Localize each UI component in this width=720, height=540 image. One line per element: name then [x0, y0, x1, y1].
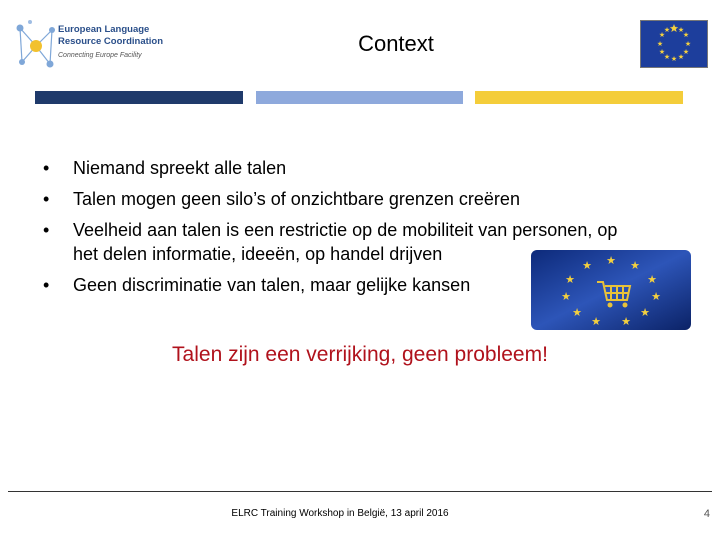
accent-bar-yellow	[475, 91, 683, 104]
tagline: Talen zijn een verrijking, geen probleem!	[172, 343, 548, 366]
svg-text:★: ★	[656, 40, 664, 48]
svg-text:★: ★	[670, 55, 678, 63]
accent-bar-navy	[35, 91, 243, 104]
svg-text:★: ★	[658, 48, 666, 56]
bullet-item: • Geen discriminatie van talen, maar gelijke kansen	[43, 273, 683, 297]
svg-text:★: ★	[561, 290, 571, 303]
svg-text:★: ★	[682, 31, 690, 39]
svg-text:★: ★	[677, 53, 685, 61]
bullet-item: • Talen mogen geen silo’s of onzichtbare grenzen creëren	[43, 187, 683, 211]
svg-text:★: ★	[684, 40, 692, 48]
svg-text:★: ★	[663, 53, 671, 61]
svg-text:★: ★	[640, 306, 650, 319]
svg-text:★: ★	[606, 254, 616, 267]
page-number: 4	[703, 508, 710, 520]
eu-flag-icon	[640, 20, 708, 68]
svg-text:★: ★	[682, 48, 690, 56]
footer-text: ELRC Training Workshop in België, 13 april 2016	[231, 508, 449, 519]
svg-text:★: ★	[591, 315, 601, 328]
svg-text:★: ★	[658, 31, 666, 39]
svg-text:★: ★	[670, 24, 678, 32]
network-icon	[14, 18, 58, 74]
logo-line-2: Resource Coordination	[58, 36, 164, 47]
logo-line-1: European Language	[58, 24, 150, 35]
svg-text:★: ★	[630, 259, 640, 272]
svg-text:★: ★	[582, 259, 592, 272]
svg-text:★: ★	[647, 273, 657, 286]
slide-title: Context	[358, 31, 434, 56]
eu-shopping-cart-icon	[531, 250, 691, 330]
svg-text:★: ★	[572, 306, 582, 319]
svg-text:★: ★	[621, 315, 631, 328]
footer-divider	[8, 491, 712, 492]
elrc-logo	[14, 18, 164, 74]
svg-text:★: ★	[651, 290, 661, 303]
accent-bar-lightblue	[256, 91, 463, 104]
logo-line-3: Connecting Europe Facility	[58, 52, 142, 59]
bullet-item: • Veelheid aan talen is een restrictie op de mobiliteit van personen, op het delen informatie, ideeën, op handel drijven	[43, 218, 683, 266]
svg-text:★: ★	[565, 273, 575, 286]
bullet-item: • Niemand spreekt alle talen	[43, 156, 683, 180]
svg-text:★: ★	[663, 26, 671, 34]
svg-text:★: ★	[677, 26, 685, 34]
